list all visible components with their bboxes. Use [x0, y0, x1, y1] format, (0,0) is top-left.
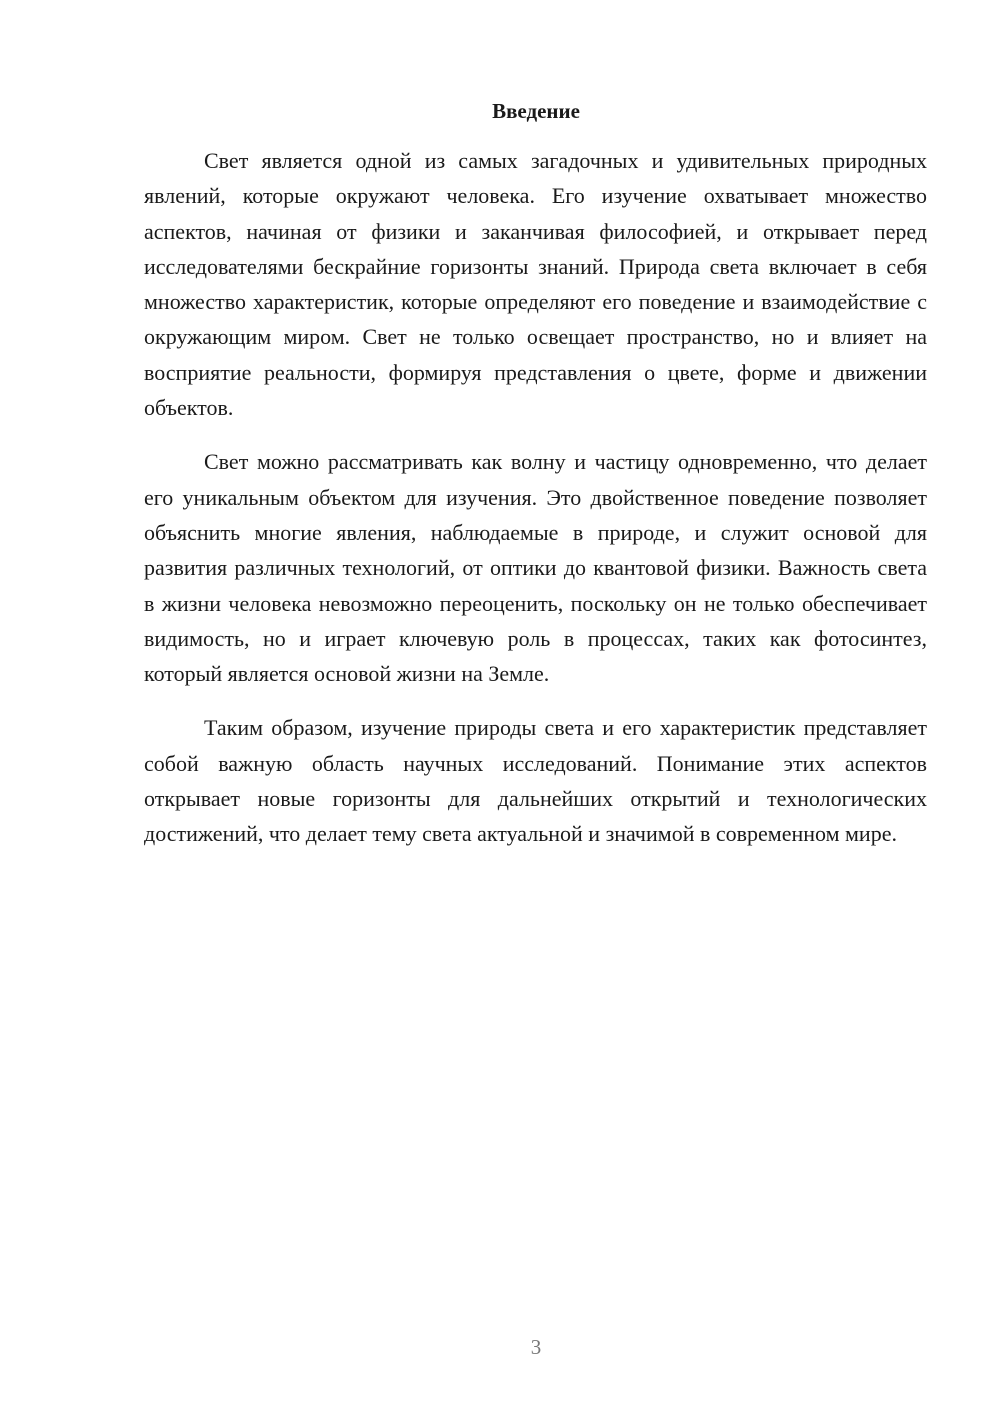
paragraph-2: Свет можно рассматривать как волну и частицу одновременно, что делает его уникальным объектом для изучения. Это двойственное поведение позволяет объяснить многие явления, наблюдаемые в природе, и служит основой для развития различных технологий, от оптики до квантовой физики. Важность света в жизни человека невозможно переоценить, поскольку он не только обеспечивает видимость, но и играет ключевую роль в процессах, таких как фотосинтез, который является основой жизни на Земле.: [144, 449, 927, 687]
paragraph-3: Таким образом, изучение природы света и его характеристик представляет собой важную область научных исследований. Понимание этих аспектов открывает новые горизонты для дальнейших открытий и технологических достижений, что делает тему света актуальной и значимой в современном мире.: [144, 715, 927, 847]
page-number: 3: [530, 1335, 542, 1359]
paragraph-1: Свет является одной из самых загадочных и удивительных природных явлений, которые окружают человека. Его изучение охватывает множество аспектов, начиная от физики и заканчивая философией, и открывает перед исследователями бескрайние горизонты знаний. Природа света включает в себя множество характеристик, которые определяют его поведение и взаимодействие с окружающим миром. Свет не только освещает пространство, но и влияет на восприятие реальности, формируя представления о цвете, форме и движении объектов.: [144, 148, 927, 421]
section-heading: Введение: [492, 99, 580, 123]
body-text: [144, 143, 927, 871]
